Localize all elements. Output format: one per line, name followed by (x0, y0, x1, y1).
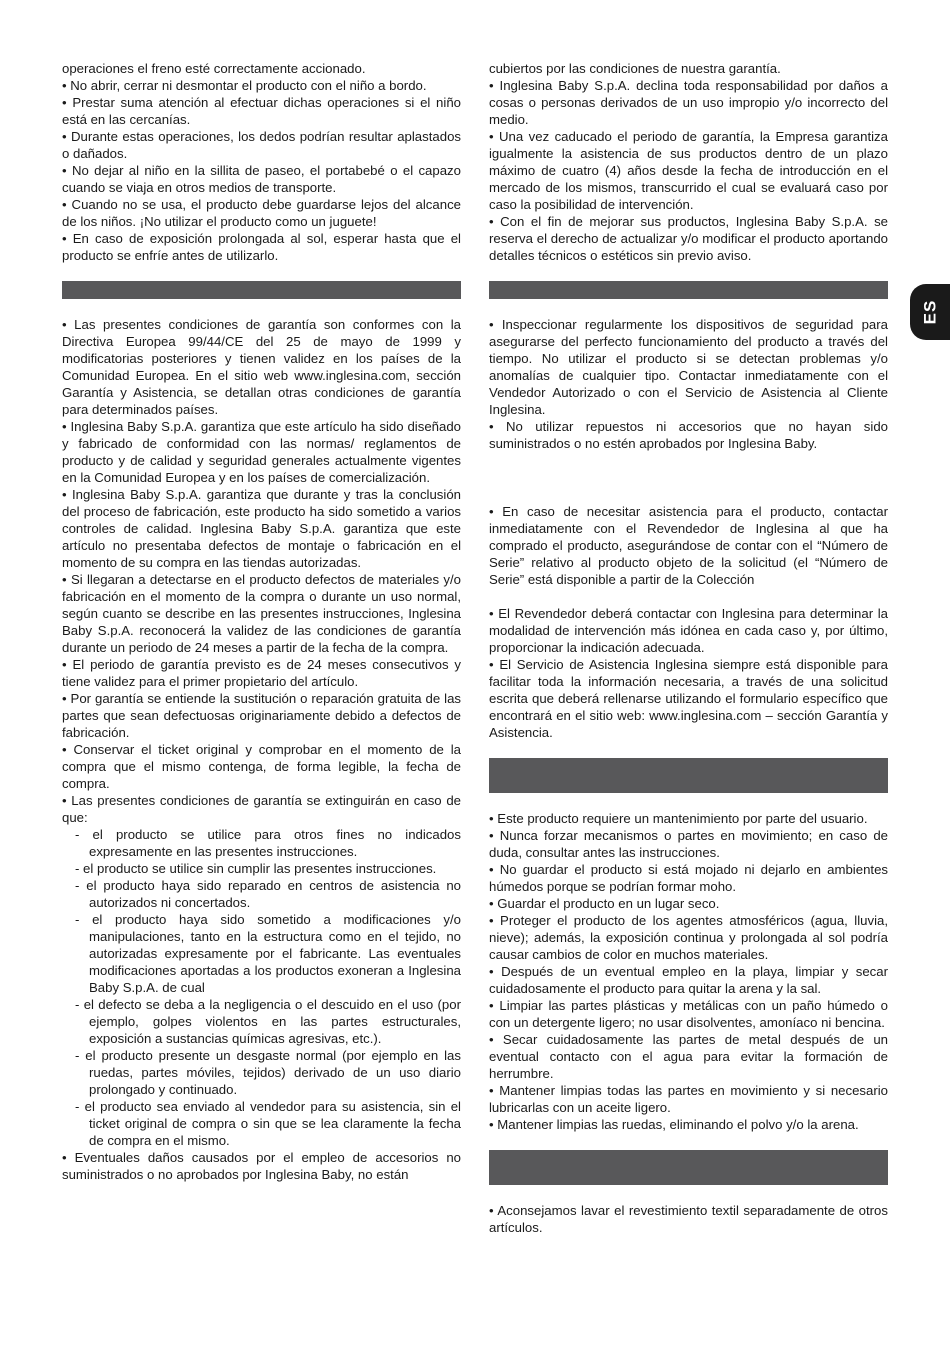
bullet-item: • En caso de exposición prolongada al sol, esperar hasta que el producto se enfríe antes de utilizarlo. (62, 231, 461, 263)
bullet-item: • No utilizar repuestos ni accesorios que no hayan sido suministrados o no estén aprobados por Inglesina Baby. (489, 419, 888, 451)
bullet-item: • Inglesina Baby S.p.A. declina toda responsabilidad por daños a cosas o personas derivados de un uso impropio y/o incorrecto del medio. (489, 78, 888, 127)
bullet-item: • Eventuales daños causados por el empleo de accesorios no suministrados o no aprobados por Inglesina Baby, no están (62, 1150, 461, 1182)
bullet-item: • No guardar el producto si está mojado ni dejarlo en ambientes húmedos porque se podrían formar moho. (489, 862, 888, 894)
bullet-item: • Inglesina Baby S.p.A. garantiza que este artículo ha sido diseñado y fabricado de conformidad con las normas/ reglamentos de producto y de calidad y seguridad generales actualmente vigentes en la Comunidad Europea y en los países de comercialización. (62, 419, 461, 485)
bullet-item: • Cuando no se usa, el producto debe guardarse lejos del alcance de los niños. ¡No utilizar el producto como un juguete! (62, 197, 461, 229)
bullet-item: • Las presentes condiciones de garantía se extinguirán en caso de que: (62, 793, 461, 825)
bullet-item: • Secar cuidadosamente las partes de metal después de un eventual contacto con el agua para evitar la formación de herrumbre. (489, 1032, 888, 1081)
bullet-item: • Aconsejamos lavar el revestimiento textil separadamente de otros artículos. (489, 1203, 888, 1235)
language-tab-label: ES (920, 299, 939, 325)
bullet-item: • Proteger el producto de los agentes atmosféricos (agua, lluvia, nieve); además, la exposición continua y prolongada al sol podría causar cambios de color en muchos materiales. (489, 913, 888, 962)
bullet-item: • Mantener limpias las ruedas, eliminando el polvo y/o la arena. (489, 1117, 859, 1132)
section-header-bar-care (489, 281, 888, 299)
right-column (489, 60, 888, 1236)
bullet-item: • Nunca forzar mecanismos o partes en movimiento; en caso de duda, consultar antes las instrucciones. (489, 828, 888, 860)
bullet-item: • Mantener limpias todas las partes en movimiento y si necesario lubricarlas con un aceite ligero. (489, 1083, 888, 1115)
bullet-item: • Si llegaran a detectarse en el producto defectos de materiales y/o fabricación en el momento de la compra o durante un uso normal, según cuanto se describe en las presentes instrucciones, Inglesina Baby S.p.A. reconocerá la validez de las condiciones de garantía durante un periodo de 24 meses a partir de la fecha de la compra. (62, 572, 461, 655)
sub-item: - el producto haya sido sometido a modificaciones y/o manipulaciones, tanto en la estructura como en el tejido, no autorizadas expresamente por el fabricante. Las eventuales modificaciones aportadas a los productos exoneran a Inglesina Baby S.p.A. de cual (75, 912, 461, 995)
bullet-item: • El periodo de garantía previsto es de 24 meses consecutivos y tiene validez para el primer propietario del artículo. (62, 657, 461, 689)
bullet-item: • Una vez caducado el periodo de garantía, la Empresa garantiza igualmente la asistencia de sus productos dentro de un plazo máximo de cuatro (4) años desde la fecha de introducción en el mercado de los mismos, transcurrido el cual se evaluará caso por caso la posibilidad de intervención. (489, 129, 888, 212)
language-tab (910, 284, 950, 340)
section-header-bar-warranty (62, 281, 461, 299)
bullet-item: • Después de un eventual empleo en la playa, limpiar y secar cuidadosamente el producto para quitar la arena y la sal. (489, 964, 888, 996)
bullet-item: • No abrir, cerrar ni desmontar el producto con el niño a bordo. (62, 78, 427, 93)
bullet-item: • Por garantía se entiende la sustitución o reparación gratuita de las partes que sean defectuosas originariamente debido a defectos de fabricación. (62, 691, 461, 740)
paragraph: operaciones el freno esté correctamente accionado. (62, 61, 366, 76)
bullet-item: • Guardar el producto en un lugar seco. (489, 896, 720, 911)
bullet-item: • El Revendedor deberá contactar con Inglesina para determinar la modalidad de intervención más idónea en cada caso y, por último, proporcionar la indicación adecuada. (489, 606, 888, 655)
bullet-item: • No dejar al niño en la sillita de paseo, el portabebé o el capazo cuando se viaja en otros medios de transporte. (62, 163, 461, 195)
bullet-item: • Limpiar las partes plásticas y metálicas con un paño húmedo o con un detergente ligero; no usar disolventes, amoníaco ni bencina. (489, 998, 888, 1030)
bullet-item: • Prestar suma atención al efectuar dichas operaciones si el niño está en las cercanías. (62, 95, 461, 127)
sub-item: - el producto se utilice para otros fines no indicados expresamente en las presentes instrucciones. (75, 827, 461, 859)
section-header-bar-maintenance (489, 758, 888, 793)
bullet-item: • En caso de necesitar asistencia para el producto, contactar inmediatamente con el Revendedor de Inglesina al que ha comprado el producto, asegurándose de contar con el “Número de Serie” relativo al producto objeto de la solicitud (el “Número de Serie” está disponible a partir de la Colección (489, 504, 888, 587)
left-column (62, 60, 461, 1183)
bullet-item: • Conservar el ticket original y comprobar en el momento de la compra que el mismo contenga, de forma legible, la fecha de compra. (62, 742, 461, 791)
bullet-item: • Las presentes condiciones de garantía son conformes con la Directiva Europea 99/44/CE del 25 de mayo de 1999 y modificatorias posteriores y tienen validez en los países de la Comunidad Europea. En el sitio web www.inglesina.com, sección Garantía y Asistencia, se detallan otras condiciones de garantía para determinados países. (62, 317, 461, 417)
paragraph: cubiertos por las condiciones de nuestra garantía. (489, 61, 781, 76)
sub-item: - el producto presente un desgaste normal (por ejemplo en las ruedas, partes móviles, tejidos) derivado de un uso diario prolongado y continuado. (75, 1048, 461, 1097)
section-header-bar-textile (489, 1150, 888, 1185)
bullet-item: • Durante estas operaciones, los dedos podrían resultar aplastados o dañados. (62, 129, 461, 161)
bullet-item: • Inspeccionar regularmente los dispositivos de seguridad para asegurarse del perfecto funcionamiento del producto a través del tiempo. No utilizar el producto si se detectan problemas y/o anomalías de cualquier tipo. Contactar inmediatamente con el Vendedor Autorizado o con el Servicio de Asistencia al Cliente Inglesina. (489, 317, 888, 417)
sub-item: - el defecto se deba a la negligencia o el descuido en el uso (por ejemplo, golpes violentos en las partes estructurales, exposición a sustancias químicas agresivas, etc.). (75, 997, 461, 1046)
bullet-item: • Este producto requiere un mantenimiento por parte del usuario. (489, 811, 868, 826)
sub-item: - el producto haya sido reparado en centros de asistencia no autorizados ni concertados. (75, 878, 461, 910)
bullet-item: • El Servicio de Asistencia Inglesina siempre está disponible para facilitar toda la información necesaria, a través de una solicitud escrita que deberá rellenarse utilizando el formulario específico que encontrará en el sitio web: www.inglesina.com – sección Garantía y Asistencia. (489, 657, 888, 740)
bullet-item: • Con el fin de mejorar sus productos, Inglesina Baby S.p.A. se reserva el derecho de actualizar y/o modificar el producto aportando detalles técnicos o estéticos sin previo aviso. (489, 214, 888, 263)
bullet-item: • Inglesina Baby S.p.A. garantiza que durante y tras la conclusión del proceso de fabricación, este producto ha sido sometido a varios controles de calidad. Inglesina Baby S.p.A. garantiza que este artículo no presentaba defectos de montaje o fabricación en el momento de su compra en las tiendas autorizadas. (62, 487, 461, 570)
sub-item: - el producto sea enviado al vendedor para su asistencia, sin el ticket original de compra o sin que se lea claramente la fecha de compra en el mismo. (75, 1099, 461, 1148)
sub-item: - el producto se utilice sin cumplir las presentes instrucciones. (75, 861, 437, 876)
